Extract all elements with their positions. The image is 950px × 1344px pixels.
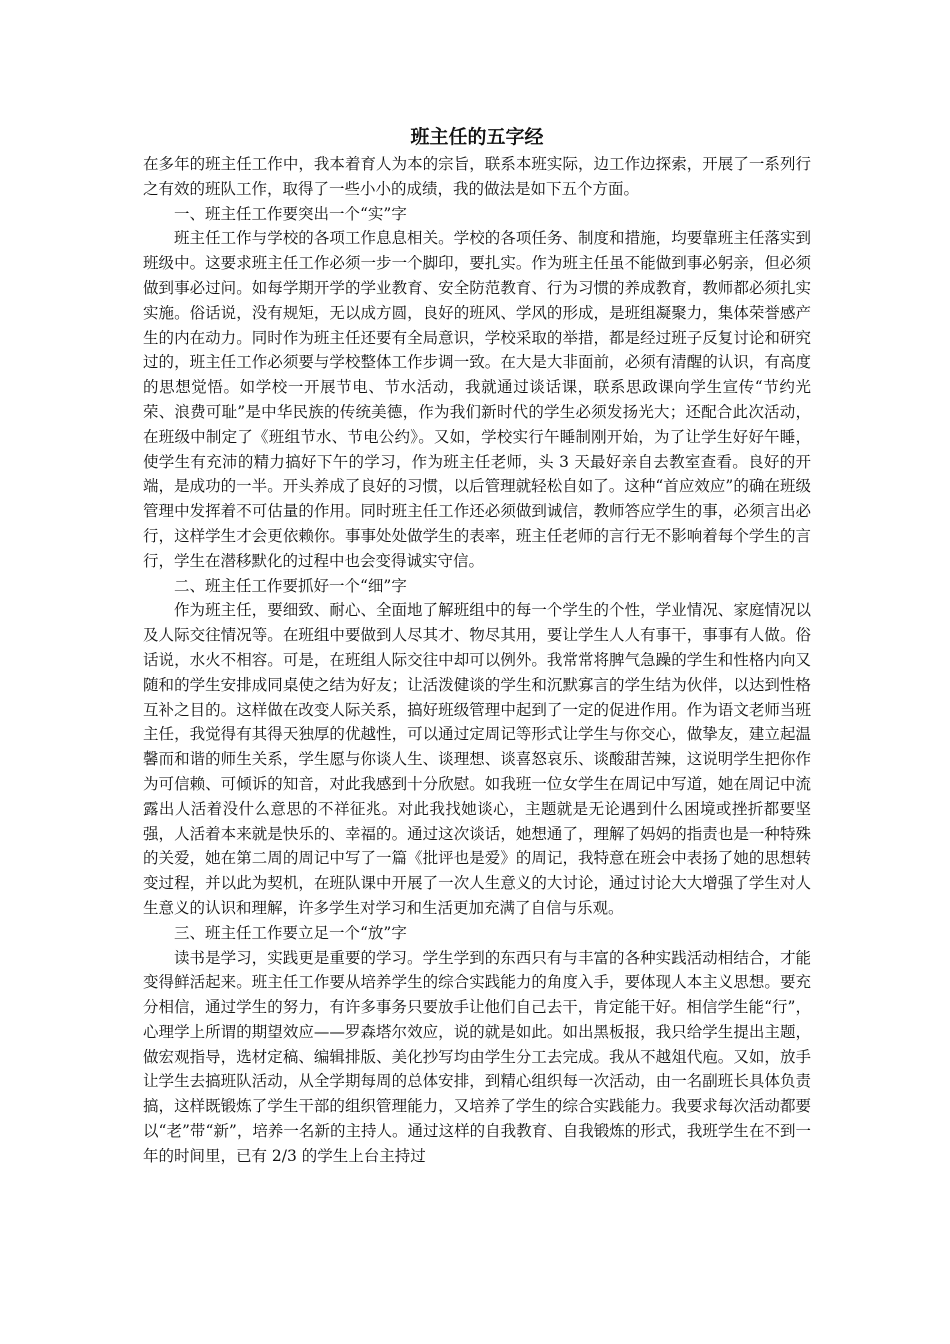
- section-heading-3: 三、班主任工作要立足一个“放”字: [174, 923, 407, 942]
- section-heading-2: 二、班主任工作要抓好一个“细”字: [174, 576, 407, 595]
- document-page: [143, 118, 811, 1169]
- intro-paragraph: 在多年的班主任工作中，我本着育人为本的宗旨，联系本班实际，边工作边探索，开展了一系列行之有效的班队工作，取得了一些小小的成绩，我的做法是如下五个方面。: [143, 155, 811, 198]
- section-heading-1: 一、班主任工作要突出一个“实”字: [174, 204, 407, 223]
- body-paragraph-3: 读书是学习，实践更是重要的学习。学生学到的东西只有与丰富的各种实践活动相结合，才能变得鲜活起来。班主任工作要从培养学生的综合实践能力的角度入手，要体现人本主义思想。要充分相信，通过学生的努力，有许多事务只要放手让他们自己去干，肯定能干好。相信学生能“行”，心理学上所谓的期望效应——罗森塔尔效应，说的就是如此。如出黑板报，我只给学生提出主题，做宏观指导，选材定稿、编辑排版、美化抄写均由学生分工去完成。我从不越俎代庖。又如，放手让学生去搞班队活动，从全学期每周的总体安排，到精心组织每一次活动，由一名副班长具体负责搞，这样既锻炼了学生干部的组织管理能力，又培养了学生的综合实践能力。我要求每次活动都要以“老”带“新”，培养一名新的主持人。通过这样的自我教育、自我锻炼的形式，我班学生在不到一年的时间里，已有 2/3 的学生上台主持过: [143, 948, 811, 1165]
- body-paragraph-1: 班主任工作与学校的各项工作息息相关。学校的各项任务、制度和措施，均要靠班主任落实到班级中。这要求班主任工作必须一步一个脚印，要扎实。作为班主任虽不能做到事必躬亲，但必须做到事必过问。如每学期开学的学业教育、安全防范教育、行为习惯的养成教育，教师都必须扎实实施。俗话说，没有规矩，无以成方圆，良好的班风、学风的形成，是班组凝聚力，集体荣誉感产生的内在动力。同时作为班主任还要有全局意识，学校采取的举措，都是经过班子反复讨论和研究过的，班主任工作必须要与学校整体工作步调一致。在大是大非面前，必须有清醒的认识，有高度的思想觉悟。如学校一开展节电、节水活动，我就通过谈话课，联系思政课向学生宣传“节约光荣、浪费可耻”是中华民族的传统美德，作为我们新时代的学生必须发扬光大；还配合此次活动，在班级中制定了《班组节水、节电公约》。又如，学校实行午睡制刚开始，为了让学生好好午睡，使学生有充沛的精力搞好下午的学习，作为班主任老师，头 3 天最好亲自去教室查看。良好的开端，是成功的一半。开头养成了良好的习惯，以后管理就轻松自如了。这种“首应效应”的确在班级管理中发挥着不可估量的作用。同时班主任工作还必须做到诚信，教师答应学生的事，必须言出必行，这样学生才会更依赖你。事事处处做学生的表率，班主任老师的言行无不影响着每个学生的言行，学生在潜移默化的过程中也会变得诚实守信。: [143, 229, 811, 570]
- body-paragraph-2: 作为班主任，要细致、耐心、全面地了解班组中的每一个学生的个性，学业情况、家庭情况以及人际交往情况等。在班组中要做到人尽其才、物尽其用，要让学生人人有事干，事事有人做。俗话说，水火不相容。可是，在班组人际交往中却可以例外。我常常将脾气急躁的学生和性格内向又随和的学生安排成同桌使之结为好友；让活泼健谈的学生和沉默寡言的学生结为伙伴，以达到性格互补之目的。这样做在改变人际关系，搞好班级管理中起到了一定的促进作用。作为语文老师当班主任，我觉得有其得天独厚的优越性，可以通过定周记等形式让学生与你交心，做挚友，建立起温馨而和谐的师生关系，学生愿与你谈人生、谈理想、谈喜怒哀乐、谈酸甜苦辣，这说明学生把你作为可信赖、可倾诉的知音，对此我感到十分欣慰。如我班一位女学生在周记中写道，她在周记中流露出人活着没什么意思的不祥征兆。对此我找她谈心，主题就是无论遇到什么困境或挫折都要坚强，人活着本来就是快乐的、幸福的。通过这次谈话，她想通了，理解了妈妈的指责也是一种特殊的关爱，她在第二周的周记中写了一篇《批评也是爱》的周记，我特意在班会中表扬了她的思想转变过程，并以此为契机，在班队课中开展了一次人生意义的大讨论，通过讨论大大增强了学生对人生意义的认识和理解，许多学生对学习和生活更加充满了自信与乐观。: [143, 601, 811, 917]
- document-title: 班主任的五字经: [410, 126, 544, 148]
